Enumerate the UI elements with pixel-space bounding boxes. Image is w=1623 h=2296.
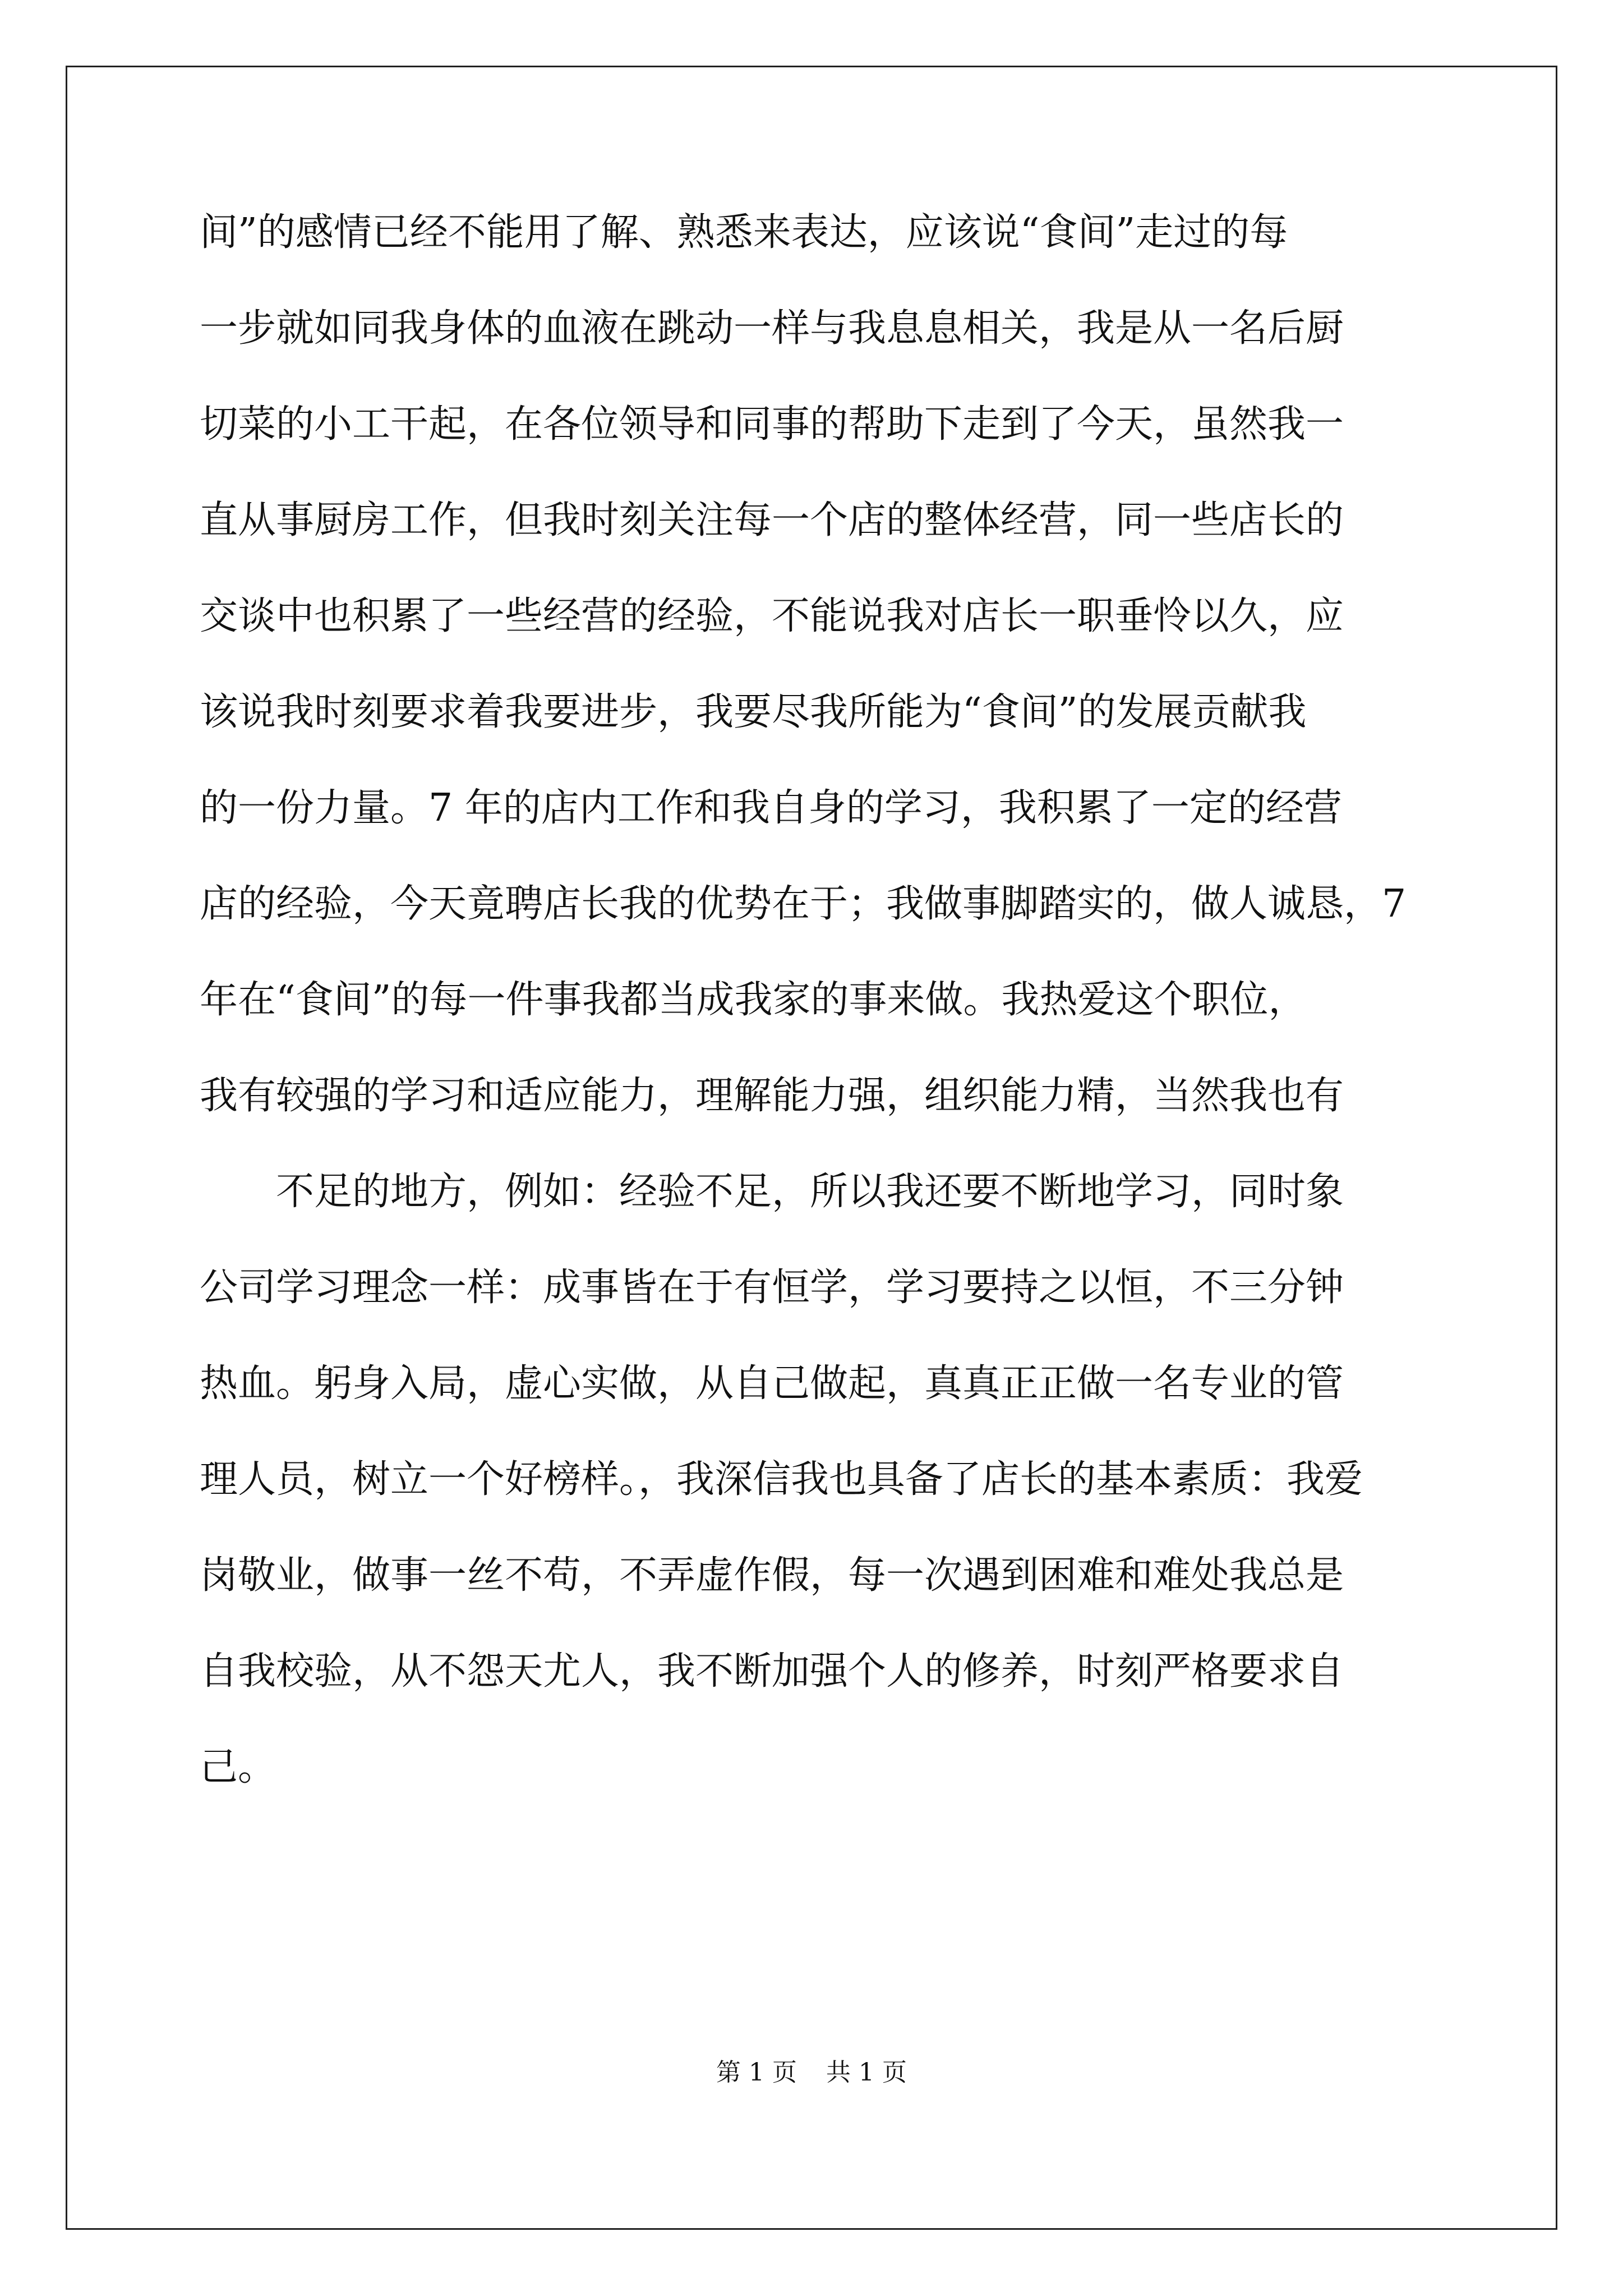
text-line: 间”的感情已经不能用了解、熟悉来表达，应该说“食间”走过的每: [200, 210, 1288, 255]
text-line: 己。: [200, 1745, 276, 1789]
page-number: 第 1 页: [716, 2058, 797, 2087]
text-line: 我有较强的学习和适应能力，理解能力强，组织能力精，当然我也有: [200, 1074, 1344, 1118]
text-line: 直从事厨房工作，但我时刻关注每一个店的整体经营，同一些店长的: [200, 498, 1344, 542]
text-line: 自我校验，从不怨天尤人，我不断加强个人的修养，时刻严格要求自: [200, 1649, 1344, 1694]
text-line: 一步就如同我身体的血液在跳动一样与我息息相关，我是从一名后厨: [200, 306, 1344, 351]
text-line: 热血。躬身入局，虚心实做，从自己做起，真真正正做一名专业的管: [200, 1361, 1344, 1406]
text-line: 年在“食间”的每一件事我都当成我家的事来做。我热爱这个职位，: [200, 978, 1307, 1022]
text-line: 不足的地方，例如：经验不足，所以我还要不断地学习，同时象: [200, 1170, 1344, 1214]
text-line: 切菜的小工干起，在各位领导和同事的帮助下走到了今天，虽然我一: [200, 402, 1344, 447]
page-count: 共 1 页: [826, 2058, 907, 2087]
text-line: 该说我时刻要求着我要进步，我要尽我所能为“食间”的发展贡献我: [200, 690, 1307, 734]
text-line: 理人员，树立一个好榜样。，我深信我也具备了店长的基本素质：我爱: [200, 1457, 1363, 1502]
text-line: 岗敬业，做事一丝不苟，不弄虚作假，每一次遇到困难和难处我总是: [200, 1553, 1344, 1598]
text-line: 交谈中也积累了一些经营的经验，不能说我对店长一职垂怜以久，应: [200, 594, 1344, 638]
text-line: 店的经验，今天竟聘店长我的优势在于；我做事脚踏实的，做人诚恳，7: [200, 882, 1407, 926]
page-footer: [0, 2052, 1623, 2088]
text-line: 公司学习理念一样：成事皆在于有恒学，学习要持之以恒，不三分钟: [200, 1266, 1344, 1310]
page-border: [66, 66, 1557, 2230]
text-line: 的一份力量。7 年的店内工作和我自身的学习，我积累了一定的经营: [200, 786, 1342, 830]
